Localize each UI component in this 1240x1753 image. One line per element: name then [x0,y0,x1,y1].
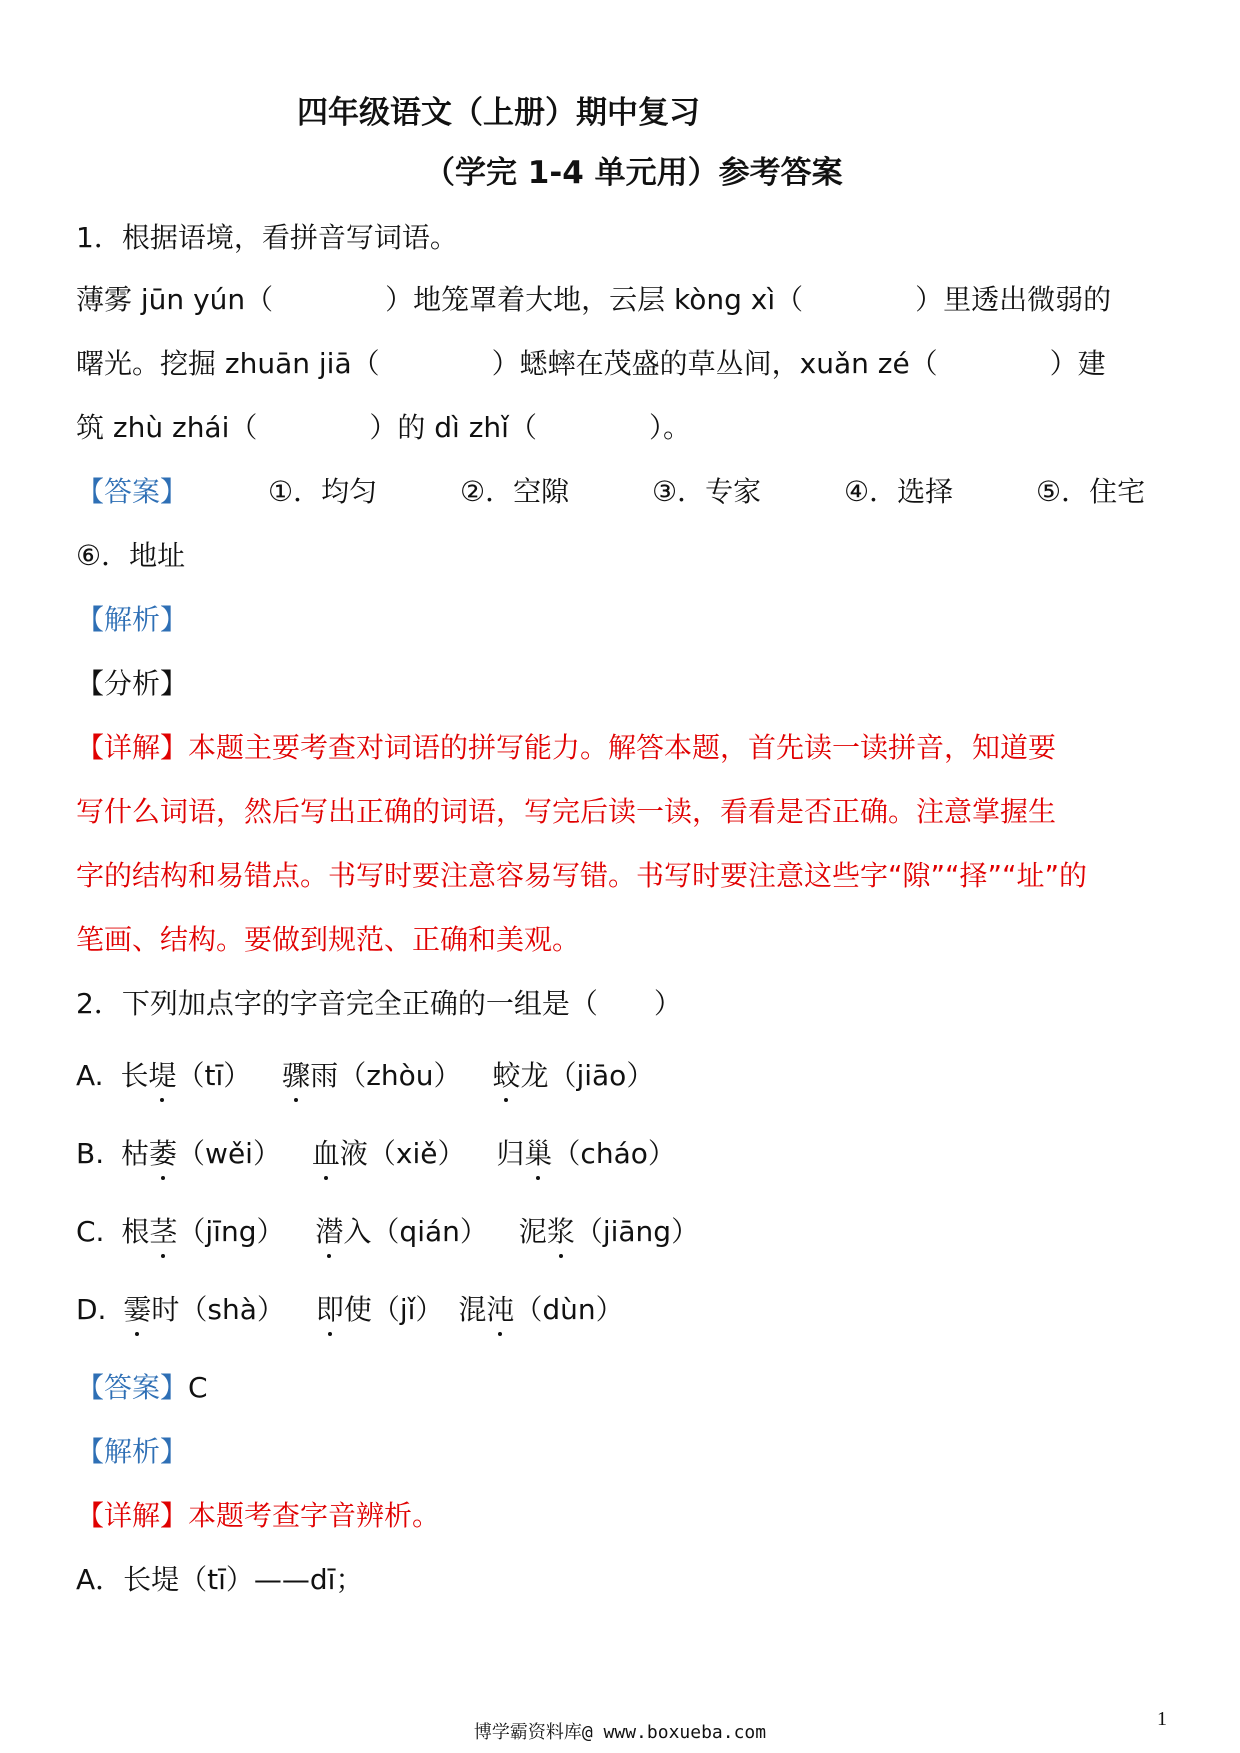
dotted-char: 潜 [315,1212,343,1252]
q2-detail-text: 本题考查字音辨析。 [188,1499,441,1532]
option-item [121,1212,284,1252]
word-part: 龙 [520,1059,549,1092]
q2-xiangjie-label: 【详解】 [76,1499,189,1532]
q2-detail-line [76,1496,1168,1536]
pinyin: （qián） [371,1215,488,1248]
q1-answer-6: ⑥．地址 [76,539,186,572]
option-item [121,1134,281,1174]
pinyin: （dùn） [514,1293,624,1326]
option-item [282,1056,461,1096]
option-item [492,1056,654,1096]
dotted-char: 茎 [149,1212,177,1252]
q1-detail-text1: 本题主要考查对词语的拼写能力。解答本题，首先读一读拼音，知道要 [188,731,1057,764]
q1-answer-5: ⑤．住宅 [1036,475,1146,508]
q2-answer-row [76,1368,1168,1408]
dotted-char: 萎 [149,1134,177,1174]
q1-text-l3b: ）的 dì zhǐ（ [369,411,537,444]
word-part: 时 [151,1293,180,1326]
q1-text-line2 [76,344,1168,384]
doc-title-line2: （学完 1-4 单元用）参考答案 [424,155,843,191]
q1-answer-2: ②．空隙 [460,475,570,508]
q2-answer-label: 【答案】 [76,1371,189,1404]
q1-xiangjie-label: 【详解】 [76,731,189,764]
q1-text-l1b: ）地笼罩着大地，云层 kòng xì（ [385,283,804,316]
q1-text-l2b: ）蟋蟀在茂盛的草丛间，xuǎn zé（ [491,347,938,380]
word-part: 入 [343,1215,372,1248]
q2-option-a [76,1056,654,1096]
word-part: 液 [339,1137,368,1170]
q1-text-l3a: 筑 zhù zhái（ [76,411,258,444]
pinyin: （tī） [176,1059,252,1092]
word-part: 长 [120,1059,149,1092]
q1-text-l1a: 薄雾 jūn yún（ [76,283,274,316]
q1-text-line1 [76,280,1168,320]
q1-detail-line3: 字的结构和易错点。书写时要注意容易写错。书写时要注意这些字“隙”“择”“址”的 [76,859,1088,892]
q1-fenxi-label: 【分析】 [76,667,189,700]
q1-jiexi-label: 【解析】 [76,603,189,636]
pinyin: （shà） [179,1293,285,1326]
pinyin: （wěi） [177,1137,281,1170]
option-letter: A. [76,1059,104,1092]
q1-detail-line1 [76,728,1168,768]
dotted-char: 蛟 [492,1056,520,1096]
word-part: 枯 [121,1137,150,1170]
option-item [312,1134,466,1174]
q2-jiexi-label: 【解析】 [76,1435,189,1468]
word-part: 雨 [310,1059,339,1092]
option-letter: B. [76,1137,105,1170]
footer-site: 博学霸资料库@ www.boxueba.com [473,1722,767,1743]
pinyin: （cháo） [552,1137,676,1170]
dotted-char: 血 [312,1134,340,1174]
q1-text-line3 [76,408,1168,448]
word-part: 归 [496,1137,525,1170]
dotted-char: 即 [316,1290,344,1330]
q1-answer-label: 【答案】 [76,475,189,508]
word-part: 根 [121,1215,150,1248]
option-item [519,1212,699,1252]
q1-text-l2a: 曙光。挖掘 zhuān jiā（ [76,347,380,380]
pinyin: （jīng） [177,1215,285,1248]
word-part: 混 [458,1293,487,1326]
dotted-char: 霎 [123,1290,151,1330]
dotted-char: 堤 [148,1056,176,1096]
dotted-char: 骤 [282,1056,310,1096]
word-part: 泥 [518,1215,547,1248]
dotted-char: 沌 [486,1290,514,1330]
pinyin: （jǐ） [371,1293,444,1326]
pinyin: （zhòu） [338,1059,462,1092]
q1-detail-line2: 写什么词语，然后写出正确的词语，写完后读一读，看看是否正确。注意掌握生 [76,795,1057,828]
page-number: 1 [1157,1708,1167,1730]
q2-prompt: 2．下列加点字的字音完全正确的一组是（ ） [76,987,682,1020]
option-item [315,1212,488,1252]
pinyin: （xiě） [367,1137,466,1170]
q1-answer-1: ①．均匀 [268,475,378,508]
q1-text-l3c: ）。 [648,411,691,444]
q1-answer-4: ④．选择 [844,475,954,508]
option-item [120,1056,251,1096]
q1-text-l1c: ）里透出微弱的 [915,283,1112,316]
option-letter: D. [76,1293,107,1326]
q1-answer-row [76,472,1168,512]
option-item [123,1290,285,1330]
option-item [496,1134,675,1174]
q2-option-d [76,1290,624,1330]
option-letter: C. [76,1215,105,1248]
doc-title-line1: 四年级语文（上册）期中复习 [297,95,700,131]
q1-prompt: 1．根据语境，看拼音写词语。 [76,221,458,254]
pinyin: （jiāng） [574,1215,700,1248]
q2-answer-value: C [188,1371,208,1404]
option-item [316,1290,444,1330]
q2-analysis-a: A．长堤（tī）——dī； [76,1563,364,1596]
word-part: 使 [343,1293,372,1326]
dotted-char: 巢 [524,1134,552,1174]
q1-answer-3: ③．专家 [652,475,762,508]
q2-option-b [76,1134,676,1174]
dotted-char: 浆 [547,1212,575,1252]
q1-detail-line4: 笔画、结构。要做到规范、正确和美观。 [76,923,581,956]
pinyin: （jiāo） [548,1059,655,1092]
q1-text-l2c: ）建 [1049,347,1106,380]
q2-option-c [76,1212,699,1252]
option-item [458,1290,623,1330]
